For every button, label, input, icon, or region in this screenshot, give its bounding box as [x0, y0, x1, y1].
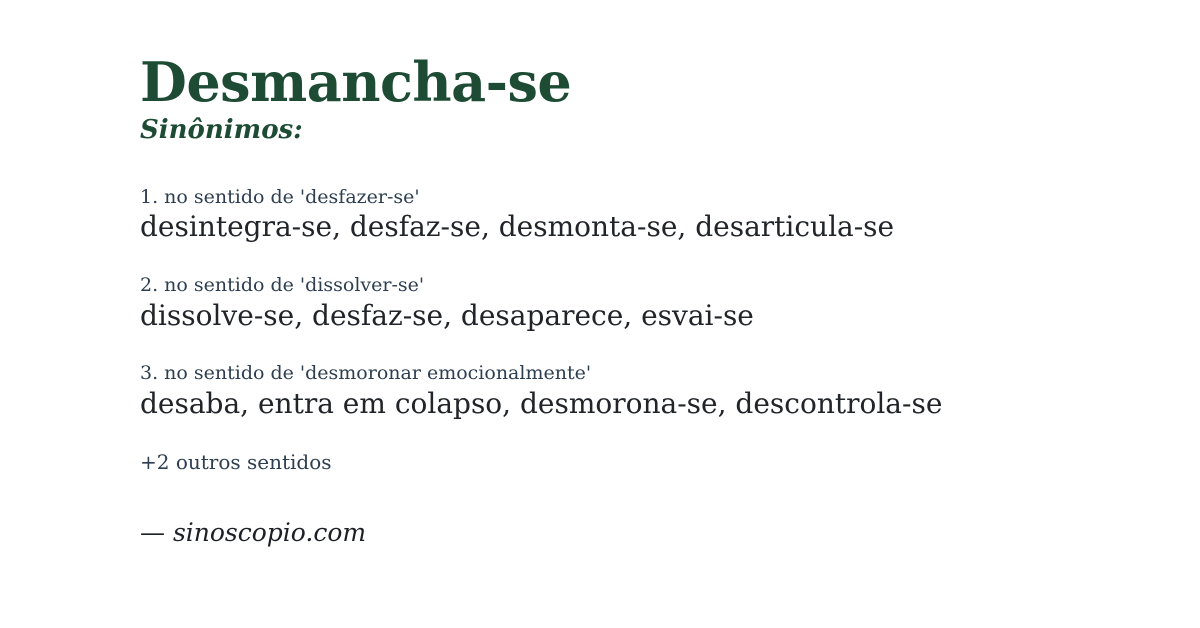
sense-item: [140, 185, 1140, 244]
more-senses-note: +2 outros sentidos: [140, 449, 332, 474]
entry-title: Desmancha-se: [140, 50, 572, 114]
synonyms-heading: Sinônimos:: [140, 114, 303, 145]
sense-label: 3. no sentido de 'desmoronar emocionalmente': [140, 362, 592, 385]
sense-synonyms: desintegra-se, desfaz-se, desmonta-se, desarticula-se: [140, 210, 895, 244]
sense-synonyms: dissolve-se, desfaz-se, desaparece, esvai-se: [140, 298, 754, 332]
source-attribution: — sinoscopio.com: [140, 517, 367, 547]
sense-item: [140, 273, 1140, 332]
senses-list: [140, 185, 1140, 421]
sense-label: 1. no sentido de 'desfazer-se': [140, 185, 420, 208]
sense-label: 2. no sentido de 'dissolver-se': [140, 273, 425, 296]
sense-synonyms: desaba, entra em colapso, desmorona-se, descontrola-se: [140, 386, 943, 420]
sense-item: [140, 361, 1140, 420]
